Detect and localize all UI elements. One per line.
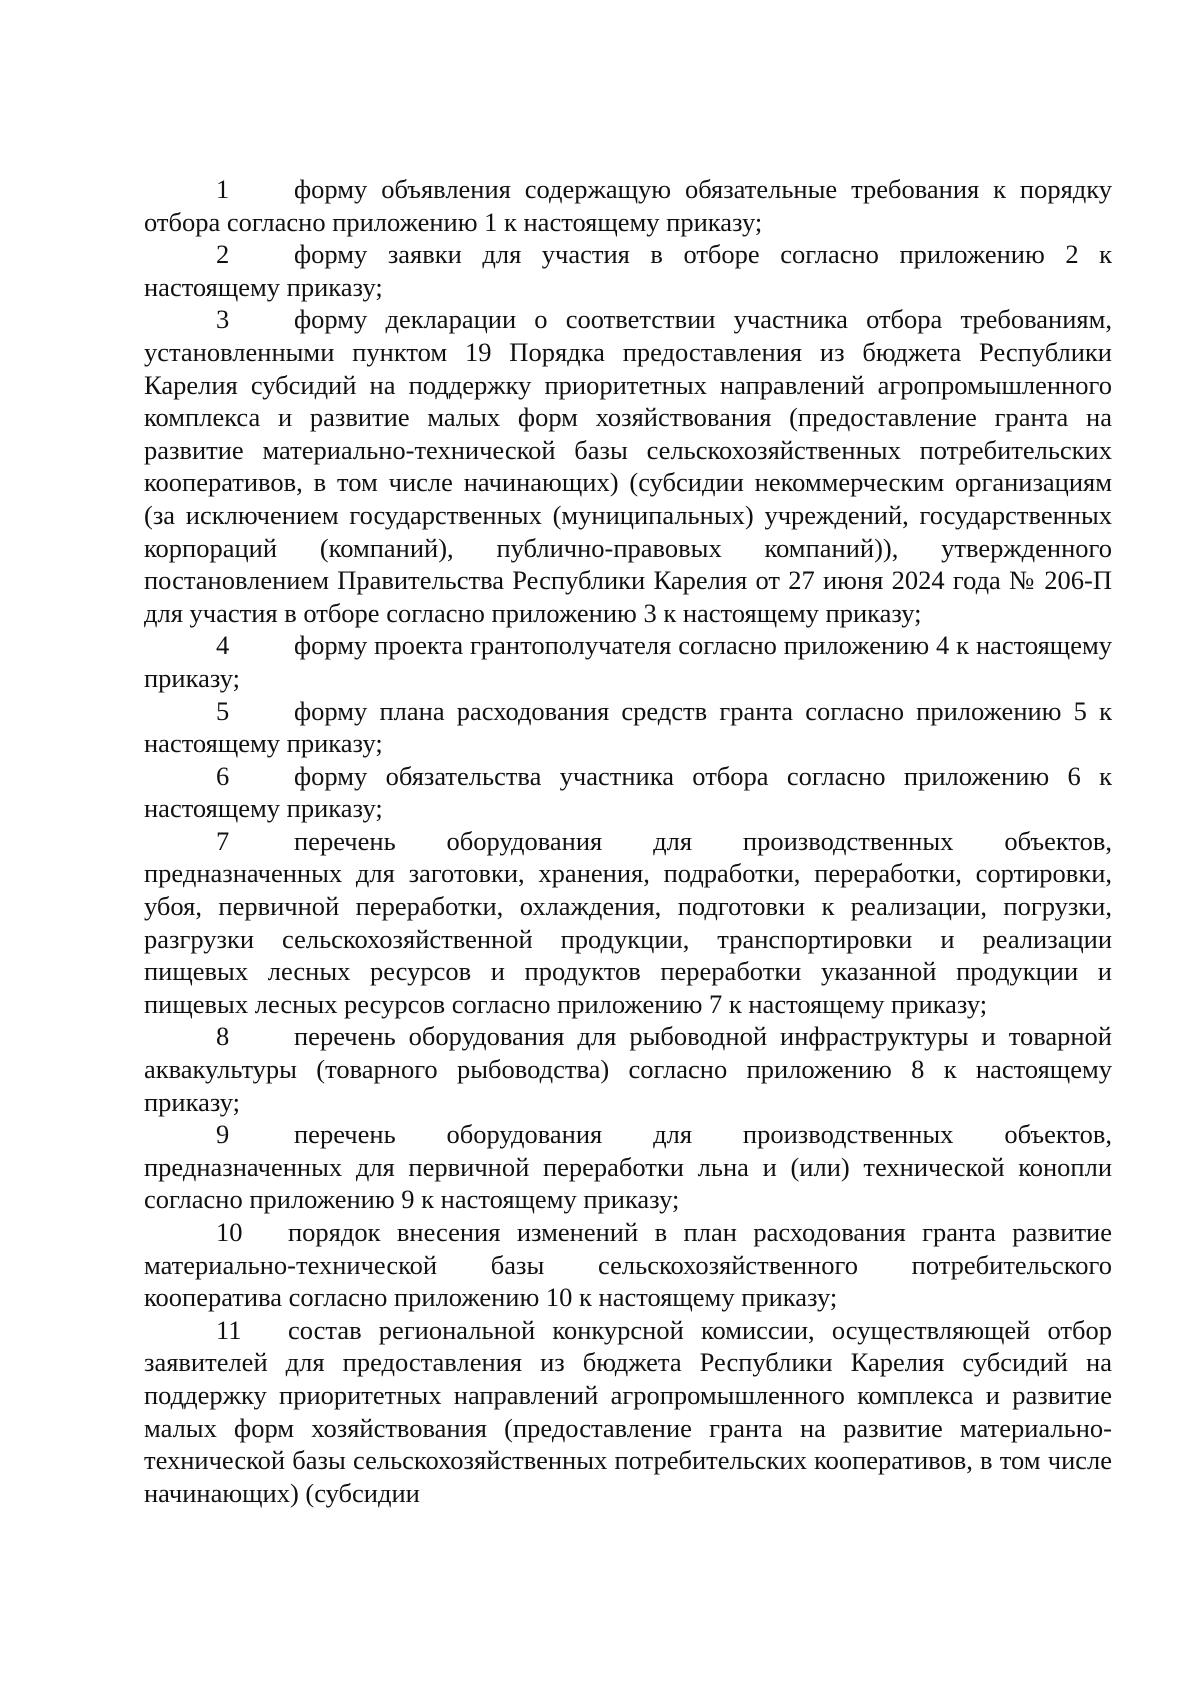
item-text: форму проекта грантополучателя согласно приложению 4 к настоящему приказу; [144, 630, 1112, 693]
item-number: 11 [216, 1314, 242, 1345]
item-text: форму объявления содержащую обязательные требования к порядку отбора согласно приложению 1 к настоящему приказу; [144, 174, 1112, 237]
item-number: 1 [216, 174, 230, 204]
item-text: форму заявки для участия в отборе согласно приложению 2 к настоящему приказу; [144, 239, 1112, 302]
item-number: 3 [216, 304, 230, 335]
list-item [144, 1314, 1112, 1510]
item-number: 7 [216, 825, 230, 856]
document-body [144, 173, 1112, 1509]
list-item [144, 760, 1112, 825]
item-number: 10 [216, 1217, 243, 1247]
item-number: 2 [216, 239, 230, 270]
item-text: перечень оборудования для рыбоводной инфраструктуры и товарной аквакультуры (товарного рыбоводства) согласно приложению 8 к настоящему приказу; [144, 1021, 1112, 1117]
item-text: перечень оборудования для производственных объектов, предназначенных для заготовки, хранения, подработки, переработки, сортировки, убоя, первичной переработки, охлаждения, подготовки к реализации, погрузки, разгрузки сельскохозяйственной продукции, транспортировки и реализации пищевых лесных ресурсов и продуктов переработки указанной продукции и пищевых лесных ресурсов согласно приложению 7 к настоящему приказу; [144, 825, 1112, 1019]
item-number: 9 [216, 1119, 230, 1150]
list-item [144, 1020, 1112, 1118]
list-item [144, 238, 1112, 303]
item-number: 8 [216, 1021, 230, 1052]
item-text: перечень оборудования для производственных объектов, предназначенных для первичной переработки льна и (или) технической конопли согласно приложению 9 к настоящему приказу; [144, 1119, 1112, 1215]
item-number: 4 [216, 630, 230, 661]
item-text: форму декларации о соответствии участника отбора требованиям, установленными пунктом 19 Порядка предоставления из бюджета Республики Карелия субсидий на поддержку приоритетных направлений агропромышленного комплекса и развитие малых форм хозяйствования (предоставление гранта на развитие материально-технической базы сельскохозяйственных потребительских кооперативов, в том числе начинающих) (субсидии некоммерческим организациям (за исключением государственных (муниципальных) учреждений, государственных корпораций (компаний), публично-правовых компаний)), утвержденного постановлением Правительства Республики Карелия от 27 июня 2024 года № 206-П для участия в отборе согласно приложению 3 к настоящему приказу; [144, 304, 1112, 628]
item-text: состав региональной конкурсной комиссии, осуществляющей отбор заявителей для предоставления из бюджета Республики Карелия субсидий на поддержку приоритетных направлений агропромышленного комплекса и развитие малых форм хозяйствования (предоставление гранта на развитие материально-технической базы сельскохозяйственных потребительских кооперативов, в том числе начинающих) (субсидии [144, 1314, 1112, 1508]
list-item [144, 303, 1112, 629]
list-item [144, 1216, 1112, 1314]
item-text: форму обязательства участника отбора согласно приложению 6 к настоящему приказу; [144, 760, 1112, 824]
list-item [144, 173, 1112, 238]
item-number: 6 [216, 760, 230, 791]
item-number: 5 [216, 695, 230, 726]
list-item [144, 695, 1112, 760]
item-text: форму плана расходования средств гранта согласно приложению 5 к настоящему приказу; [144, 695, 1112, 759]
list-item [144, 629, 1112, 694]
list-item [144, 825, 1112, 1021]
list-item [144, 1118, 1112, 1216]
item-text: порядок внесения изменений в план расходования гранта развитие материально-технической базы сельскохозяйственного потребительского кооператива согласно приложению 10 к настоящему приказу; [144, 1217, 1112, 1313]
